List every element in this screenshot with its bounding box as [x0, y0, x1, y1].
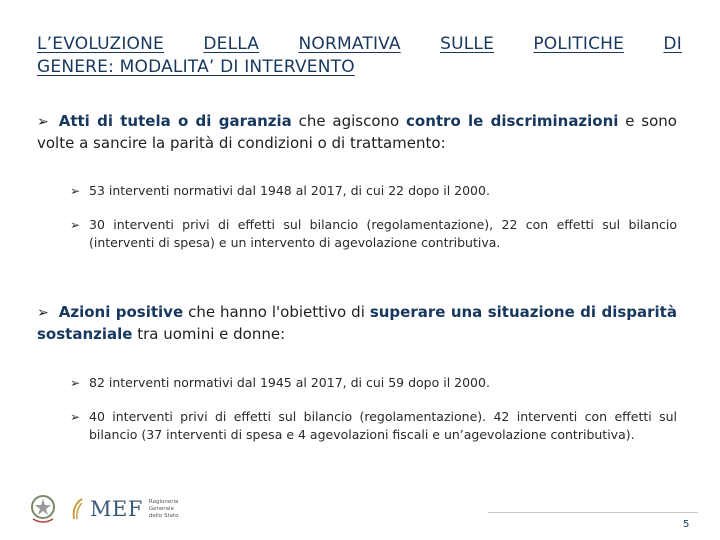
main-bullet-1: ➢ Atti di tutela o di garanzia che agiscono contro le discriminazioni e sono volte a sancire la parità di condizioni o di trattamento:	[37, 112, 677, 152]
title-word: L’EVOLUZIONE	[37, 34, 164, 54]
title-word: NORMATIVA	[298, 34, 401, 54]
arrow-bullet-icon: ➢	[37, 305, 49, 321]
sub-bullet: ➢ 30 interventi privi di effetti sul bilancio (regolamentazione), 22 con effetti sul bilancio (interventi di spesa) e un intervento di agevolazione contributiva.	[70, 217, 677, 250]
italian-republic-emblem-icon	[28, 492, 58, 526]
slide-title	[37, 33, 682, 79]
title-word: POLITICHE	[533, 34, 625, 54]
mef-logo-subtext: Ragioneria Generale dello Stato	[148, 498, 179, 519]
arrow-bullet-icon: ➢	[37, 114, 49, 130]
arrow-bullet-icon: ➢	[70, 218, 81, 232]
main-bullet-2: ➢ Azioni positive che hanno l'obiettivo di superare una situazione di disparità sostanziale tra uomini e donne:	[37, 303, 677, 343]
footer-logos	[28, 492, 179, 526]
title-word: DI	[663, 34, 682, 54]
sub-bullet: ➢ 53 interventi normativi dal 1948 al 2017, di cui 22 dopo il 2000.	[70, 183, 490, 198]
sub-bullet: ➢ 40 interventi privi di effetti sul bilancio (regolamentazione). 42 interventi con effetti sul bilancio (37 interventi di spesa e 4 agevolazioni fiscali e un’agevolazione contributiva).	[70, 409, 677, 442]
mef-logo	[70, 497, 179, 521]
title-line-2: GENERE: MODALITA’ DI INTERVENTO	[37, 57, 355, 77]
arrow-bullet-icon: ➢	[70, 376, 81, 390]
mef-logo-text: MEF	[90, 497, 143, 521]
footer-divider	[488, 512, 698, 513]
arrow-bullet-icon: ➢	[70, 410, 81, 424]
arrow-bullet-icon: ➢	[70, 184, 81, 198]
title-word: DELLA	[203, 34, 260, 54]
title-line-1	[37, 33, 682, 56]
mef-leaf-icon	[70, 497, 84, 521]
title-word: SULLE	[440, 34, 495, 54]
sub-bullet: ➢ 82 interventi normativi dal 1945 al 2017, di cui 59 dopo il 2000.	[70, 375, 490, 390]
page-number: 5	[683, 519, 690, 530]
